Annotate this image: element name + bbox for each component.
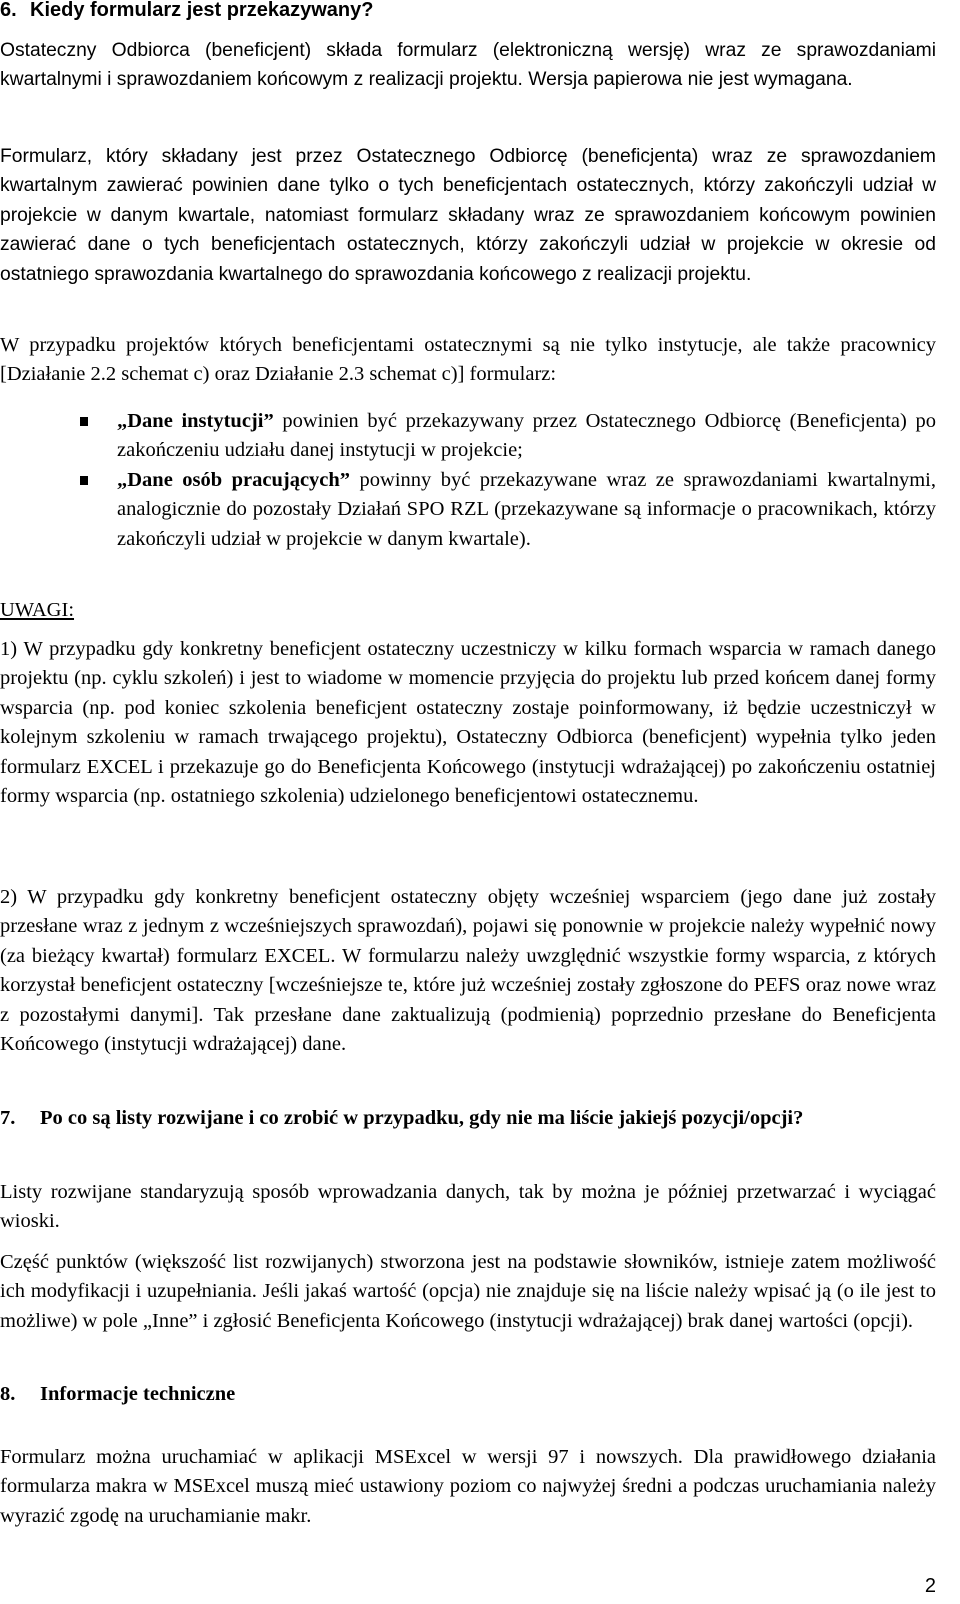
section-7-paragraph-1: Listy rozwijane standaryzują sposób wprowadzania danych, tak by można je później przetwarzać i wyciągać wioski. [0, 1181, 936, 1233]
section-6-paragraph-1: Ostateczny Odbiorca (beneficjent) składa formularz (elektroniczną wersję) wraz ze sprawozdaniami kwartalnymi i sprawozdaniem końcowym z realizacji projektu. Wersja papierowa nie jest wymagana. [0, 40, 936, 91]
list-item [0, 407, 936, 466]
section-7-title: Po co są listy rozwijane i co zrobić w przypadku, gdy nie ma liście jakiejś pozycji/opcji? [40, 1107, 804, 1129]
section-8-title: Informacje techniczne [40, 1383, 236, 1405]
notes-label: UWAGI: [0, 599, 75, 621]
section-6-heading [0, 0, 373, 25]
note-1: 1) W przypadku gdy konkretny beneficjent ostateczny uczestniczy w kilku formach wsparcia w ramach danego projektu (np. cyklu szkoleń) i jest to wiadome w momencie przyjęcia do projektu lub przed końcem danej formy wsparcia (np. pod koniec szkolenia beneficjent ostateczny zostaje poinformowany, iż będzie uczestniczył w kolejnym szkoleniu w ramach trwającego projektu), Ostateczny Odbiorca (beneficjent) wypełnia tylko jeden formularz EXCEL i przekazuje go do Beneficjenta Końcowego (instytucji wdrażającej) po zakończeniu ostatniej formy wsparcia (np. ostatniego szkolenia) udzielonego beneficjentowi ostatecznemu. [0, 638, 936, 808]
section-7-heading [0, 1104, 936, 1133]
square-bullet-icon [80, 417, 88, 426]
section-8-number: 8. [0, 1383, 16, 1405]
section-6-paragraph-2: Formularz, który składany jest przez Ostatecznego Odbiorcę (beneficjenta) wraz ze sprawozdaniem kwartalnym zawierać powinien dane tylko o tych beneficjentach ostatecznych, którzy zakończyli udział w projekcie w danym kwartale, natomiast formularz składany wraz ze sprawozdaniem końcowym powinien zawierać dane o tych beneficjentach ostatecznych, którzy zakończyli udział w projekcie w okresie od ostatniego sprawozdania kwartalnego do sprawozdania końcowego z realizacji projektu. [0, 146, 936, 285]
section-8-heading [0, 1380, 936, 1409]
list-item-text: powinny być przekazywane wraz ze sprawozdaniami kwartalnymi, analogicznie do pozostały Działań SPO RZL (przekazywane są informacje o pracownikach, którzy zakończyli udział w projekcie w danym kwartale). [117, 468, 936, 550]
square-bullet-icon [80, 476, 88, 485]
section-6-number: 6. [0, 0, 17, 21]
page-number: 2 [924, 1575, 936, 1597]
section-6-title: Kiedy formularz jest przekazywany? [30, 0, 374, 21]
section-7-number: 7. [0, 1107, 16, 1129]
section-8-paragraph-1: Formularz można uruchamiać w aplikacji MSExcel w wersji 97 i nowszych. Dla prawidłowego działania formularza makra w MSExcel muszą mieć ustawiony poziom co najwyżej średni a podczas uruchamiania należy wyrazić zgodę na uruchamianie makr. [0, 1446, 936, 1527]
note-2: 2) W przypadku gdy konkretny beneficjent ostateczny objęty wcześniej wsparciem (jego dane już zostały przesłane wraz z jednym z wcześniejszych sprawozdań), pojawi się ponownie w projekcie należy wypełnić nowy (za bieżący kwartał) formularz EXCEL. W formularzu należy uwzględnić wszystkie formy wsparcia, z których korzystał beneficjent ostateczny [wcześniejsze te, które już wcześniej zostały zgłoszone do PEFS oraz nowe wraz z pozostałymi danymi]. Tak przesłane dane zaktualizują (podmienią) poprzednio przesłane do Beneficjenta Końcowego (instytucji wdrażającej) dane. [0, 886, 936, 1056]
list-item-bold: „Dane instytucji” [117, 410, 274, 432]
list-item-bold: „Dane osób pracujących” [117, 468, 351, 491]
section-7-paragraph-2: Część punktów (większość list rozwijanych) stworzona jest na podstawie słowników, istnieje zatem możliwość ich modyfikacji i uzupełniania. Jeśli jakaś wartość (opcja) nie znajduje się na liście należy wpisać ją (o ile jest to możliwe) w pole „Inne” i zgłosić Beneficjenta Końcowego (instytucji wdrażającej) brak danej wartości (opcji). [0, 1251, 936, 1332]
section-6-paragraph-3: W przypadku projektów których beneficjentami ostatecznymi są nie tylko instytucje, ale także pracownicy [Działanie 2.2 schemat c) oraz Działanie 2.3 schemat c)] formularz: [0, 334, 936, 386]
list-item [0, 466, 936, 554]
list-item-text: powinien być przekazywany przez Ostatecznego Odbiorcę (Beneficjenta) po zakończeniu udziału danej instytucji w projekcie; [117, 410, 936, 462]
form-types-list [0, 407, 936, 554]
